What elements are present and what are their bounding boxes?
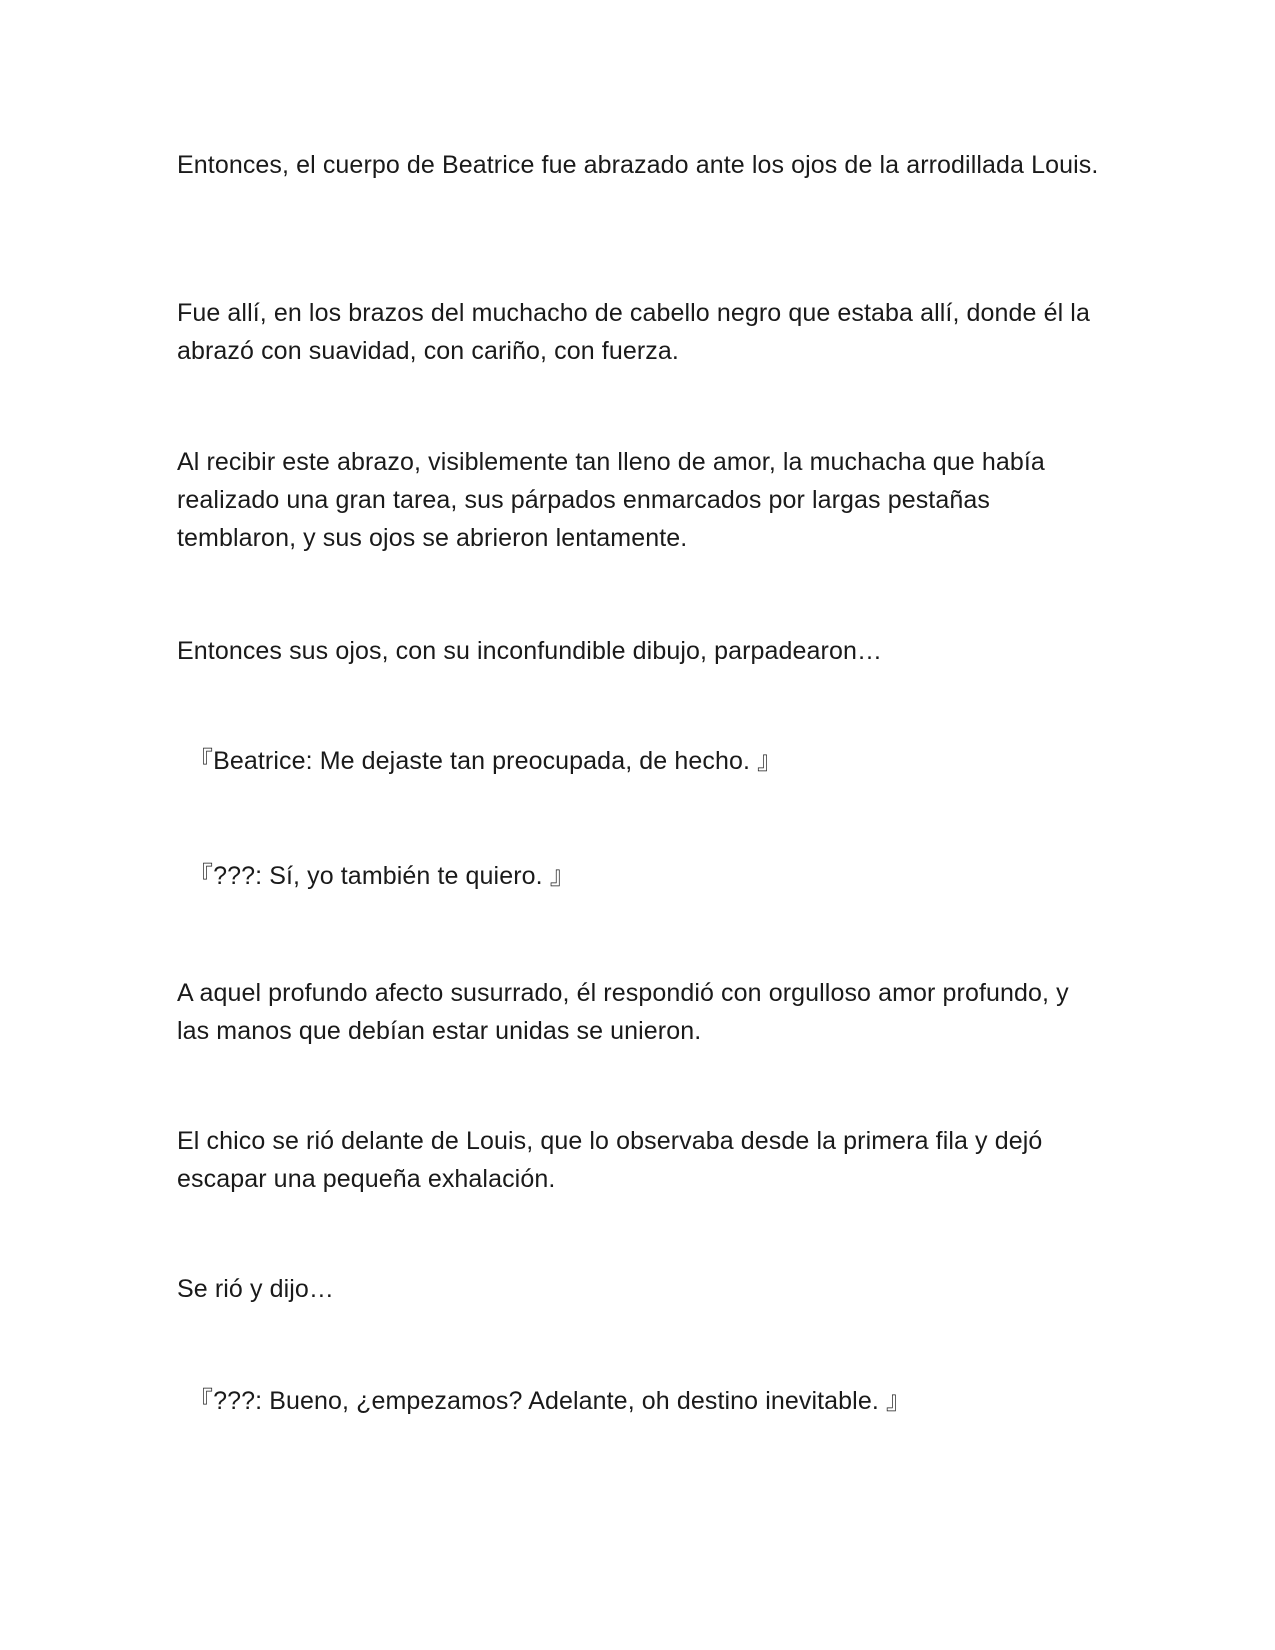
paragraph: Al recibir este abrazo, visiblemente tan lleno de amor, la muchacha que había realizado una gran tarea, sus párpados enmarcados por largas pestañas temblaron, y sus ojos se abrieron lentamente.	[177, 448, 1045, 552]
paragraph: Se rió y dijo…	[177, 1275, 335, 1303]
paragraph: El chico se rió delante de Louis, que lo observaba desde la primera fila y dejó escapar una pequeña exhalación.	[177, 1127, 1043, 1193]
dialogue-line: 『???: Sí, yo también te quiero. 』	[188, 862, 575, 890]
paragraph: A aquel profundo afecto susurrado, él respondió con orgulloso amor profundo, y las manos que debían estar unidas se unieron.	[177, 979, 1069, 1045]
paragraph: Fue allí, en los brazos del muchacho de cabello negro que estaba allí, donde él la abrazó con suavidad, con cariño, con fuerza.	[177, 299, 1090, 365]
dialogue-line: 『Beatrice: Me dejaste tan preocupada, de hecho. 』	[188, 747, 783, 775]
paragraph: Entonces sus ojos, con su inconfundible dibujo, parpadearon…	[177, 637, 883, 665]
paragraph: Entonces, el cuerpo de Beatrice fue abrazado ante los ojos de la arrodillada Louis.	[177, 151, 1099, 179]
dialogue-line: 『???: Bueno, ¿empezamos? Adelante, oh destino inevitable. 』	[188, 1387, 912, 1415]
